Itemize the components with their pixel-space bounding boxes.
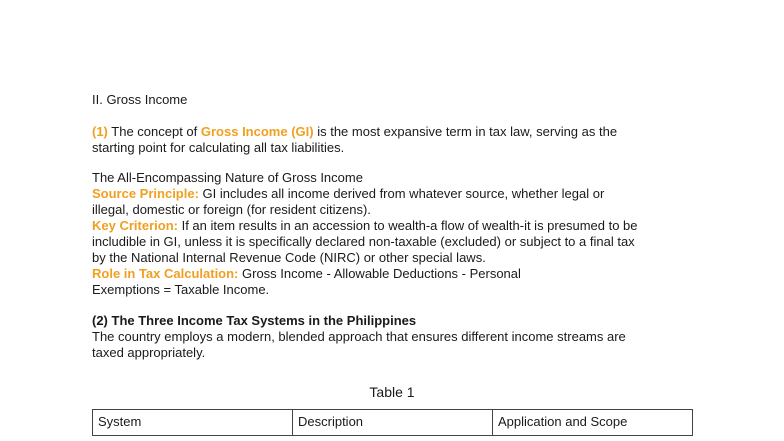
header-description: Description	[293, 410, 493, 436]
role-label: Role in Tax Calculation:	[92, 266, 239, 281]
source-principle-label: Source Principle:	[92, 186, 199, 201]
source-principle: Source Principle: GI includes all income derived from whatever source, whether legal or illegal, domestic or foreign (for resident citizens).	[92, 186, 605, 217]
key-criterion-label: Key Criterion:	[92, 218, 178, 233]
table-header-row	[93, 410, 693, 436]
header-application-scope: Application and Scope	[493, 410, 693, 436]
paragraph-number: (1)	[92, 124, 108, 139]
role-in-tax-calculation: Role in Tax Calculation: Gross Income - Allowable Deductions - Personal Exemptions = Taxable Income.	[92, 266, 521, 297]
section-title: II. Gross Income	[92, 92, 188, 107]
paragraph-gross-income-concept: (1) The concept of Gross Income (GI) is the most expansive term in tax law, serving as the starting point for calculating all tax liabilities.	[92, 124, 618, 155]
highlighted-term: Gross Income (GI)	[200, 124, 314, 139]
paragraph-tax-systems: (2) The Three Income Tax Systems in the Philippines The country employs a modern, blended approach that ensures different income streams are taxed appropriately.	[92, 313, 712, 361]
tax-systems-table	[92, 409, 693, 436]
subheading: The All-Encompassing Nature of Gross Income	[92, 170, 363, 185]
key-criterion: Key Criterion: If an item results in an accession to wealth-a flow of wealth-it is presumed to be includible in GI, unless it is specifically declared non-taxable (excluded) or subject to a final tax by the National Internal Revenue Code (NIRC) or other special laws.	[92, 218, 638, 265]
table-caption: Table 1	[369, 384, 415, 400]
paragraph-heading: (2) The Three Income Tax Systems in the Philippines	[92, 313, 417, 328]
header-system: System	[93, 410, 293, 436]
